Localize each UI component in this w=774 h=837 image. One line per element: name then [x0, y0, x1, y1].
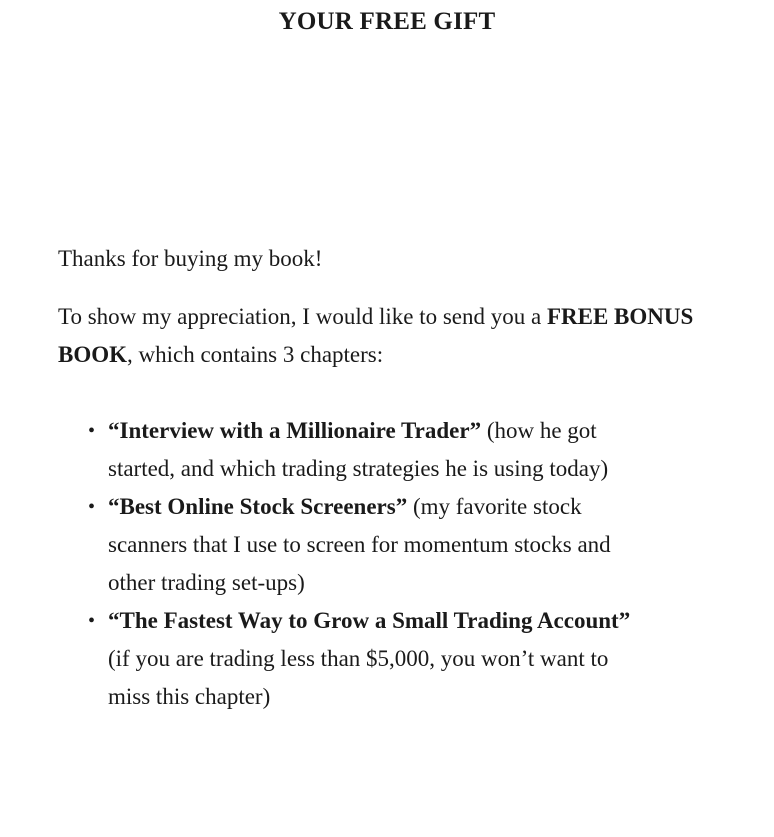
chapter-description: (if you are trading less than $5,000, you won’t want to miss this chapter)	[108, 646, 609, 709]
bullet-icon: •	[88, 496, 96, 518]
bullet-icon: •	[88, 610, 96, 632]
gift-content	[58, 240, 708, 716]
chapter-title: “Interview with a Millionaire Trader”	[108, 418, 482, 443]
page-title: YOUR FREE GIFT	[278, 8, 496, 35]
bullet-icon: •	[88, 420, 96, 442]
list-item	[88, 602, 648, 716]
list-item	[88, 412, 648, 488]
appreciation-suffix: , which contains 3 chapters:	[127, 342, 384, 367]
thanks-paragraph: Thanks for buying my book!	[58, 246, 323, 271]
chapter-description: (how he got started, and which trading strategies he is using today)	[108, 418, 609, 481]
chapter-title: “The Fastest Way to Grow a Small Trading Account”	[108, 608, 631, 633]
chapter-list	[58, 412, 648, 716]
appreciation-prefix: To show my appreciation, I would like to send you a	[58, 304, 547, 329]
bonus-book-label: FREE BONUS BOOK	[58, 304, 694, 367]
list-item	[88, 488, 648, 602]
chapter-description: (my favorite stock scanners that I use to screen for momentum stocks and other trading set-ups)	[108, 494, 611, 595]
chapter-title: “Best Online Stock Screeners”	[108, 494, 408, 519]
appreciation-paragraph	[58, 298, 708, 374]
